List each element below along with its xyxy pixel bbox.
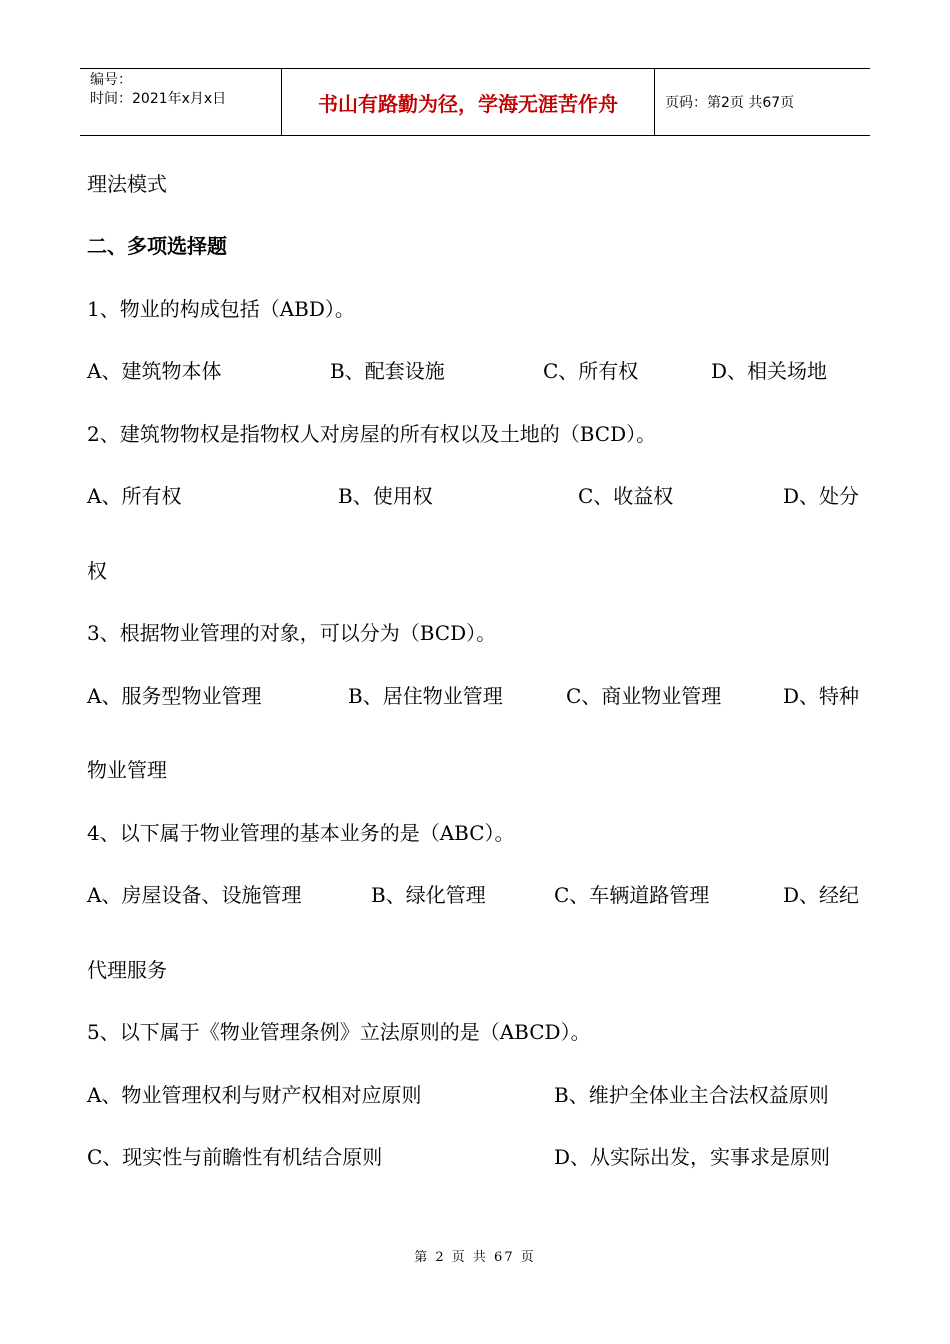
q4-option-b: B、绿化管理 — [371, 883, 486, 907]
q5-option-c: C、现实性与前瞻性有机结合原则 — [87, 1145, 383, 1169]
code-label: 编号： — [90, 72, 132, 88]
q5-option-b: B、维护全体业主合法权益原则 — [554, 1083, 829, 1107]
page-header — [80, 68, 870, 136]
question-2: 2、建筑物物权是指物权人对房屋的所有权以及土地的（BCD）。 — [87, 422, 657, 446]
q2-option-d-wrap: 权 — [87, 559, 107, 583]
page-footer: 第 2 页 共 67 页 — [414, 1250, 536, 1265]
q3-option-b: B、居住物业管理 — [348, 684, 503, 708]
question-5: 5、以下属于《物业管理条例》立法原则的是（ABCD）。 — [87, 1020, 591, 1044]
continued-line: 理法模式 — [87, 172, 167, 196]
q3-option-d: D、特种 — [783, 684, 860, 708]
q3-option-a: A、服务型物业管理 — [87, 684, 262, 708]
q2-option-a: A、所有权 — [87, 484, 182, 508]
q1-option-d: D、相关场地 — [711, 359, 828, 383]
q2-option-b: B、使用权 — [338, 484, 433, 508]
q4-option-a: A、房屋设备、设施管理 — [87, 883, 302, 907]
q3-option-d-wrap: 物业管理 — [87, 758, 167, 782]
q5-option-a: A、物业管理权利与财产权相对应原则 — [87, 1083, 422, 1107]
q4-option-d: D、经纪 — [783, 883, 860, 907]
q2-option-d: D、处分 — [783, 484, 860, 508]
q4-option-c: C、车辆道路管理 — [554, 883, 710, 907]
q4-option-d-wrap: 代理服务 — [87, 958, 167, 982]
question-1: 1、物业的构成包括（ABD）。 — [87, 297, 355, 321]
q3-option-c: C、商业物业管理 — [566, 684, 722, 708]
question-3: 3、根据物业管理的对象，可以分为（BCD）。 — [87, 621, 497, 645]
date-label: 时间：2021年x月x日 — [90, 91, 227, 107]
section-heading: 二、多项选择题 — [87, 234, 227, 258]
header-page-info: 页码：第2页 共67页 — [665, 95, 795, 111]
header-motto: 书山有路勤为径，学海无涯苦作舟 — [282, 69, 655, 135]
header-meta — [80, 69, 282, 135]
q1-option-a: A、建筑物本体 — [87, 359, 222, 383]
question-4: 4、以下属于物业管理的基本业务的是（ABC）。 — [87, 821, 515, 845]
q2-option-c: C、收益权 — [578, 484, 674, 508]
q1-option-b: B、配套设施 — [330, 359, 445, 383]
q5-option-d: D、从实际出发，实事求是原则 — [554, 1145, 831, 1169]
q1-option-c: C、所有权 — [543, 359, 639, 383]
